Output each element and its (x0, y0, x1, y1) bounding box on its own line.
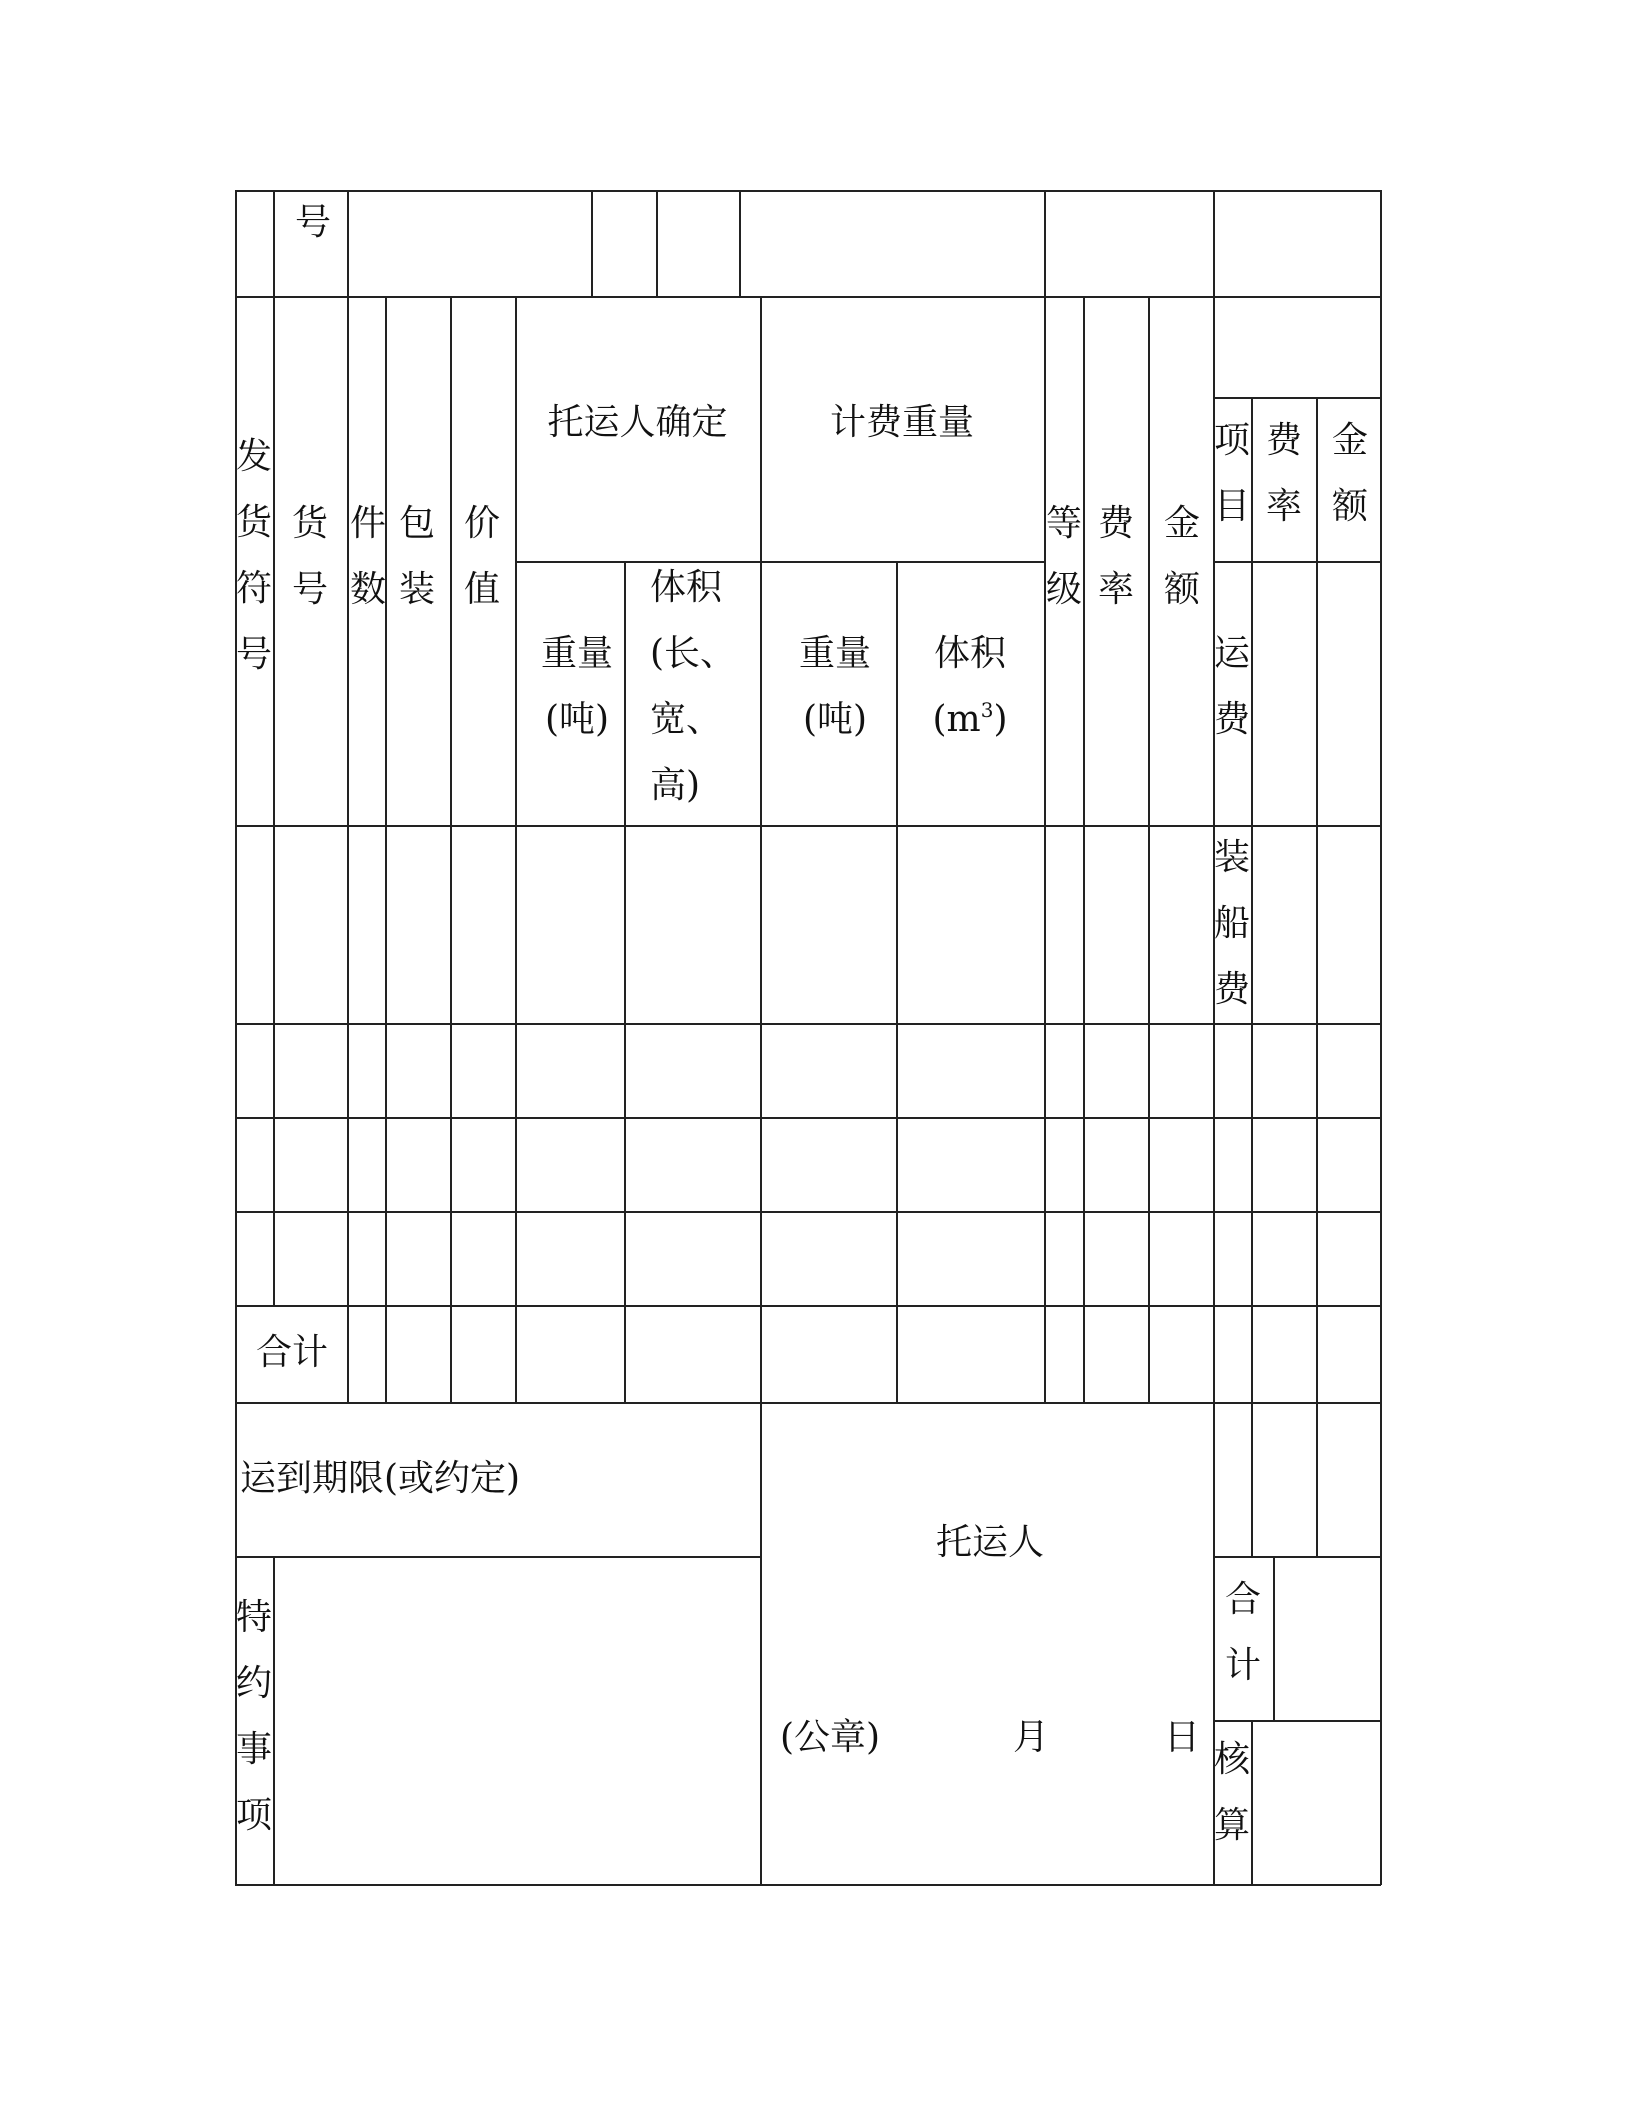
grid-line (1213, 1556, 1381, 1558)
table-border-top (235, 190, 1381, 192)
shipper-signature-label: 托运人 (936, 1522, 1045, 1563)
packaging-header: 包 装 (398, 503, 435, 610)
cargo-no-header: 货 号 (291, 503, 328, 610)
grid-line (896, 561, 898, 1403)
billing-weight-tons-header: 重量 (吨) (798, 633, 871, 740)
seal-label: (公章) (780, 1717, 881, 1758)
billing-volume-header: 体积 (933, 633, 1006, 674)
grid-line (347, 190, 349, 297)
grid-line (235, 1211, 1381, 1213)
grid-line (450, 296, 452, 1403)
grid-line (1213, 561, 1381, 563)
grid-line (1273, 1556, 1275, 1721)
loading-fee-label: 装 船 费 (1213, 837, 1250, 1010)
pieces-header: 件 数 (349, 503, 386, 610)
special-terms-label: 特 约 事 项 (235, 1597, 272, 1836)
grid-line (235, 1402, 1381, 1404)
billing-volume-unit: $(m^3)$ (932, 698, 1008, 740)
grid-line (760, 296, 762, 1886)
header-row-label: 号 (295, 202, 332, 243)
fee-amount-header: 金 额 (1331, 420, 1368, 527)
grid-line (385, 296, 387, 1403)
fee-rate-header: 费 率 (1265, 420, 1302, 527)
grid-line (235, 1556, 761, 1558)
grid-line (1213, 397, 1381, 399)
total-row-label: 合计 (256, 1332, 329, 1373)
shipper-weight-header: 重量 (吨) (540, 633, 613, 740)
shipping-mark-header: 发 货 符 号 (235, 436, 272, 675)
table-border-right (1380, 190, 1382, 1885)
month-label: 月 (1013, 1717, 1050, 1758)
grade-header: 等 级 (1045, 503, 1082, 610)
value-header: 价 值 (463, 503, 500, 610)
audit-label: 核 算 (1213, 1739, 1250, 1846)
grid-line (235, 296, 1381, 298)
shipper-volume-header: 体积 (长、 宽、 高) (650, 567, 737, 806)
grid-line (515, 296, 517, 1403)
grid-line (739, 190, 741, 297)
grid-line (235, 1117, 1381, 1119)
grid-line (235, 1305, 1381, 1307)
grid-line (1044, 296, 1046, 1403)
grid-line (591, 190, 593, 297)
grid-line (347, 296, 349, 1403)
grid-line (1213, 190, 1215, 297)
grid-line (1044, 190, 1046, 297)
freight-label: 运 费 (1213, 633, 1250, 740)
rate-header: 费 率 (1097, 503, 1134, 610)
fee-item-header: 项 目 (1213, 420, 1250, 527)
day-label: 日 (1164, 1717, 1201, 1758)
fees-total-label: 合 计 (1224, 1579, 1261, 1686)
grid-line (1148, 296, 1150, 1403)
grid-line (515, 561, 1045, 563)
grid-line (656, 190, 658, 297)
grid-line (273, 190, 275, 297)
amount-header: 金 额 (1163, 503, 1200, 610)
grid-line (235, 1023, 1381, 1025)
grid-line (1316, 397, 1318, 1557)
shipper-declared-header: 托运人确定 (547, 402, 728, 443)
delivery-deadline-label: 运到期限(或约定) (240, 1458, 521, 1499)
grid-line (1213, 1720, 1381, 1722)
billing-weight-header: 计费重量 (829, 402, 974, 443)
grid-line (1083, 296, 1085, 1403)
table-border-bottom (235, 1884, 1381, 1886)
